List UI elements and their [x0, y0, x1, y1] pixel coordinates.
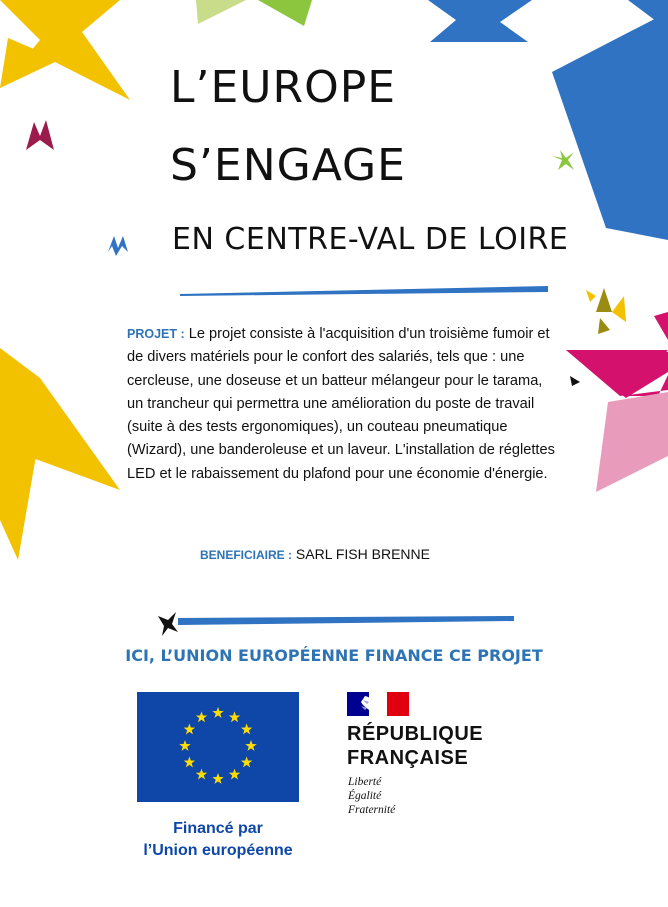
motto-fraternite: Fraternité	[348, 804, 396, 816]
motto-liberte: Liberté	[348, 776, 382, 788]
republic-name-line-1: RÉPUBLIQUE	[347, 723, 484, 745]
motto-egalite: Égalité	[348, 790, 382, 802]
olive-small-shape-2	[598, 318, 610, 334]
republic-name	[347, 722, 483, 770]
project-text: Le projet consiste à l'acquisition d'un troisième fumoir et de divers matériels pour le confort des salariés, tels que : une cercleuse, une doseuse et un batteur mélangeur pour le tarama, un trancheur qui permettra une amélioration du poste de travail (suite à des tests ergonomiques), un couteau pneumatique (Wizard), une banderoleuse et un laveur. L'installation de réglettes LED et le rabaissement du plafond pour une économie d'énergie.	[127, 326, 555, 482]
title-line-1: L’EUROPE	[170, 62, 397, 113]
black-small-mark	[570, 376, 580, 386]
funding-statement: ICI, L’UNION EUROPÉENNE FINANCE CE PROJET	[125, 646, 543, 665]
title-line-2: S’ENGAGE	[170, 140, 406, 191]
republic-name-line-2: FRANÇAISE	[347, 747, 469, 769]
marianne-flag-icon	[347, 692, 409, 716]
light-green-triangle-shape	[196, 0, 246, 24]
project-label: PROJET :	[127, 327, 185, 341]
olive-small-shape	[596, 288, 612, 312]
eu-logo-caption	[137, 818, 299, 862]
bottom-underline-shape	[178, 616, 514, 625]
pink-triangle-shape	[596, 392, 668, 492]
blue-zigzag-shape	[108, 236, 128, 256]
eu-flag-icon	[137, 692, 299, 802]
magenta-main-shape	[566, 350, 668, 398]
title-underline-shape	[180, 286, 548, 296]
green-small-star-shape	[552, 150, 574, 170]
beneficiary-name: SARL FISH BRENNE	[295, 546, 430, 562]
yellow-small-shape	[586, 290, 596, 302]
blue-bowtie-shape	[428, 0, 532, 42]
republic-motto	[348, 775, 395, 817]
magenta-edge-shape	[654, 312, 668, 340]
eu-caption-line-1: Financé par	[173, 820, 263, 837]
blue-triangle-shape	[552, 12, 668, 240]
yellow-small-shape-2	[612, 296, 626, 322]
project-description	[127, 323, 557, 486]
beneficiary-label: BENEFICIAIRE :	[200, 548, 293, 562]
eu-caption-line-2: l’Union européenne	[143, 842, 293, 859]
small-dark-star-shape	[158, 612, 178, 636]
eu-stars-icon	[137, 692, 299, 802]
green-triangle-shape	[258, 0, 312, 26]
beneficiary	[200, 546, 430, 562]
maroon-crown-shape	[26, 120, 54, 150]
title-line-3: EN CENTRE-VAL DE LOIRE	[172, 222, 569, 257]
